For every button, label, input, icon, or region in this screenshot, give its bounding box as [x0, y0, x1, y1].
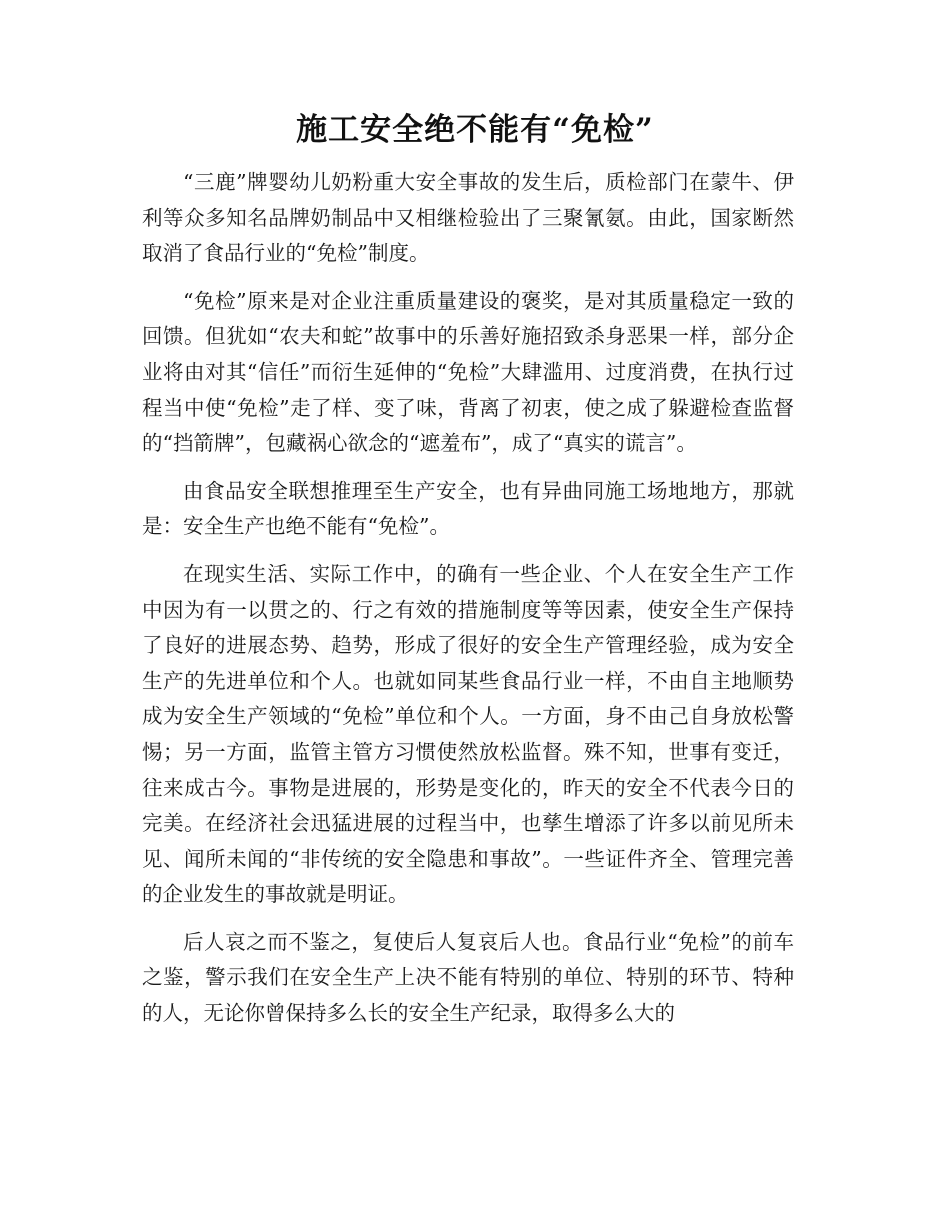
paragraph-4: 在现实生活、实际工作中，的确有一些企业、个人在安全生产工作中因为有一以贯之的、行之有效的措施制度等等因素，使安全生产保持了良好的进展态势、趋势，形成了很好的安全生产管理经验，成为安全生产的先进单位和个人。也就如同某些食品行业一样，不由自主地顺势成为安全生产领域的“免检”单位和个人。一方面，身不由己自身放松警惕；另一方面，监管主管方习惯使然放松监督。殊不知，世事有变迁，往来成古今。事物是进展的，形势是变化的，昨天的安全不代表今日的完美。在经济社会迅猛进展的过程当中，也孳生增添了许多以前见所未见、闻所未闻的“非传统的安全隐患和事故”。一些证件齐全、管理完善的企业发生的事故就是明证。 — [142, 561, 794, 907]
document-body — [142, 165, 794, 1044]
paragraph-5: 后人哀之而不鉴之，复使后人复哀后人也。食品行业“免检”的前车之鉴，警示我们在安全生产上决不能有特别的单位、特别的环节、特种的人，无论你曾保持多么长的安全生产纪录，取得多么大的 — [142, 929, 794, 1026]
paragraph-1: “三鹿”牌婴幼儿奶粉重大安全事故的发生后，质检部门在蒙牛、伊利等众多知名品牌奶制品中又相继检验出了三聚氰氨。由此，国家断然取消了食品行业的“免检”制度。 — [142, 170, 794, 266]
paragraph-2: “免检”原来是对企业注重质量建设的褒奖，是对其质量稳定一致的回馈。但犹如“农夫和蛇”故事中的乐善好施招致杀身恶果一样，部分企业将由对其“信任”而衍生延伸的“免检”大肆滥用、过度消费，在执行过程当中使“免检”走了样、变了味，背离了初衷，使之成了躲避检查监督的“挡箭牌”，包藏祸心欲念的“遮羞布”，成了“真实的谎言”。 — [142, 288, 794, 456]
paragraph-3: 由食品安全联想推理至生产安全，也有异曲同施工场地地方，那就是：安全生产也绝不能有“免检”。 — [142, 478, 794, 539]
document-title: 施工安全绝不能有“免检” — [296, 112, 654, 148]
